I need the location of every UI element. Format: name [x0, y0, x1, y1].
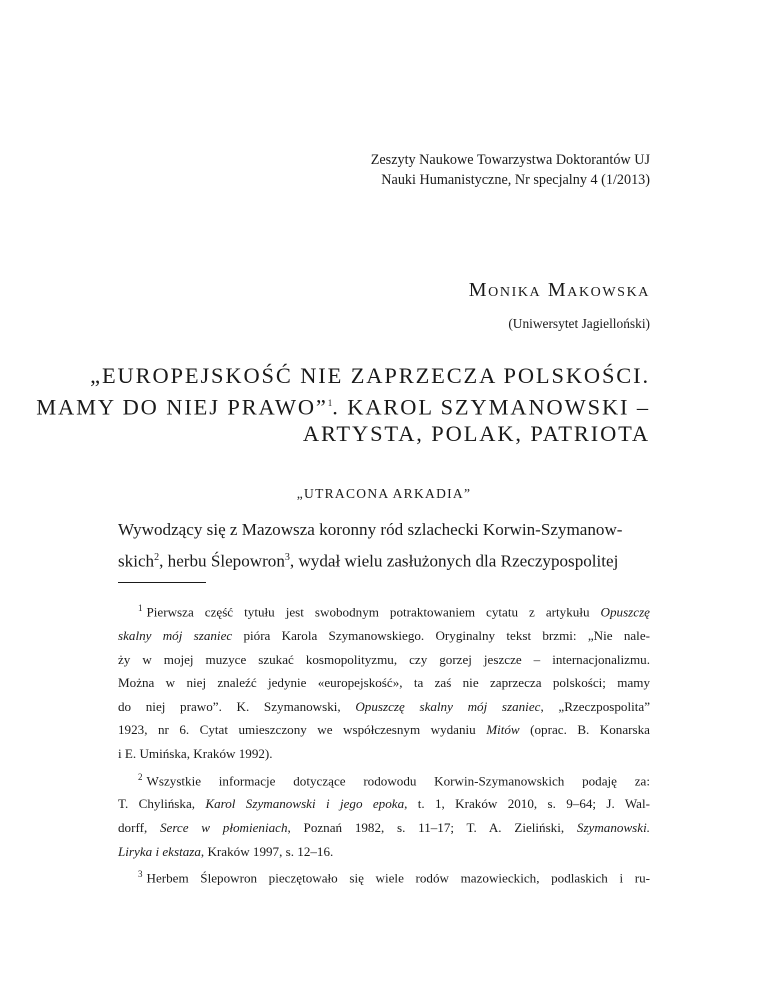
footnote-divider [118, 582, 206, 583]
fn2-number: 2 [138, 771, 143, 782]
fn2-text-2a: T. Chylińska, [118, 796, 206, 812]
title-footnote-ref[interactable]: 1 [327, 397, 333, 408]
body-paragraph [118, 516, 650, 576]
fn2-italic-2: Karol Szymanowski i jego epoka [205, 796, 405, 812]
article-title [36, 362, 650, 448]
fn1-line-7: i E. Umińska, Kraków 1992). [118, 745, 273, 761]
fn2-italic-4: Liryka i ekstaza [118, 843, 201, 859]
fn1-line-3: ży w mojej muzyce szukać kosmopolityzmu, czy gorzej jeszcze – internacjonalizmu. [118, 651, 650, 667]
fn1-line-4: Można w niej znaleźć jedynie «europejskość», ta zaś nie zaprzecza polskości; mamy [118, 675, 650, 691]
footnote-ref-2[interactable]: 2 [154, 552, 160, 563]
footnote-2 [118, 766, 650, 864]
fn2-line-1 [118, 766, 650, 793]
body-line-2-b: , herbu Ślepowron [159, 551, 285, 571]
fn1-line-2 [118, 624, 650, 648]
author-affiliation: (Uniwersytet Jagielloński) [508, 316, 650, 331]
fn3-text-1: Herbem Ślepowron pieczętowało się wiele rodów mazowieckich, podlaskich i ru- [146, 870, 650, 886]
title-line-2-part-b: . KAROL SZYMANOWSKI – [332, 393, 650, 419]
body-line-2-a: skich [118, 551, 155, 571]
fn1-line-1 [118, 597, 650, 624]
fn1-italic-6: Mitów [486, 722, 520, 738]
fn2-line-3 [118, 816, 650, 840]
fn2-text-1: Wszystkie informacje dotyczące rodowodu Korwin-Szymanowskich podaję za: [146, 772, 650, 788]
section-heading: „UTRACONA ARKADIA” [296, 486, 472, 501]
body-line-2-c: , wydał wielu zasłużonych dla Rzeczypospolitej [289, 551, 619, 571]
fn1-text-6a: 1923, nr 6. Cytat umieszczony we współczesnym wydaniu [118, 722, 487, 738]
body-line-2 [118, 544, 650, 576]
fn2-italic-3d: Szymanowski. [576, 820, 650, 836]
fn2-text-3c: , Poznań 1982, s. 11–17; T. A. Zieliński, [287, 820, 577, 836]
fn1-italic-title: Opuszczę [600, 604, 650, 620]
fn3-line-1 [118, 863, 650, 890]
title-line-3: ARTYSTA, POLAK, PATRIOTA [302, 421, 650, 447]
fn3-number: 3 [138, 869, 143, 880]
fn1-italic-title-cont: skalny mój szaniec [118, 627, 233, 643]
journal-header [371, 150, 650, 190]
fn1-line-5 [118, 695, 650, 719]
fn2-text-2c: , t. 1, Kraków 2010, s. 9–64; J. Wal- [404, 796, 650, 812]
footnote-3 [118, 863, 650, 890]
fn2-line-2 [118, 792, 650, 816]
title-line-1: „EUROPEJSKOŚĆ NIE ZAPRZECZA POLSKOŚCI. [90, 363, 650, 388]
journal-name: Zeszyty Naukowe Towarzystwa Doktorantów UJ [370, 152, 650, 168]
title-line-2-part-a: MAMY DO NIEJ PRAWO” [36, 393, 328, 419]
fn1-italic-5: Opuszczę skalny mój szaniec [355, 698, 541, 714]
footnote-1 [118, 597, 650, 766]
fn1-text-2: pióra Karola Szymanowskiego. Oryginalny tekst brzmi: „Nie nale- [232, 627, 650, 643]
journal-issue: Nauki Humanistyczne, Nr specjalny 4 (1/2013) [381, 172, 650, 188]
fn1-text-5a: do niej prawo”. K. Szymanowski, [118, 698, 356, 714]
author-name: Monika Makowska [468, 279, 650, 301]
footnote-ref-3[interactable]: 3 [284, 552, 290, 563]
fn2-text-4b: , Kraków 1997, s. 12–16. [200, 843, 334, 859]
title-line-2 [36, 390, 650, 421]
fn1-number: 1 [138, 603, 143, 613]
footnotes [118, 597, 650, 890]
fn2-text-3a: dorff, [118, 820, 160, 836]
fn1-text-6c: (oprac. B. Konarska [519, 722, 650, 738]
fn2-line-4 [118, 840, 650, 864]
body-line-1: Wywodzący się z Mazowsza koronny ród szlachecki Korwin-Szymanow- [118, 520, 623, 539]
fn1-text: Pierwsza część tytułu jest swobodnym potraktowaniem cytatu z artykułu [146, 604, 601, 620]
fn1-text-5c: , „Rzeczpospolita” [540, 698, 651, 714]
fn2-italic-3b: Serce w płomieniach [159, 820, 288, 836]
fn1-line-6 [118, 718, 650, 742]
